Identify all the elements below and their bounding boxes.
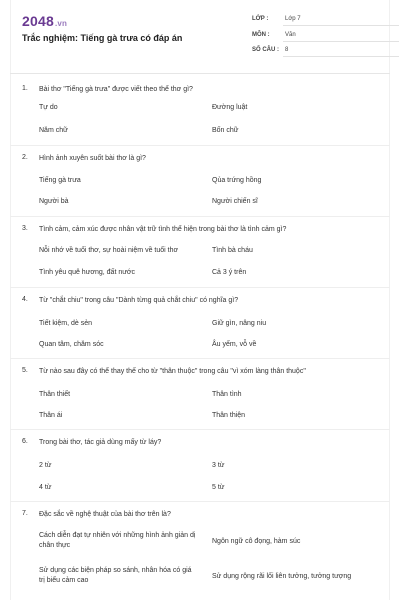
question-text: Từ nào sau đây có thể thay thế cho từ "thân thuộc" trong câu "vì xóm làng thân thuộc" (39, 368, 306, 375)
option-c[interactable]: Thân ái (39, 412, 63, 419)
option-d[interactable]: Bốn chữ (212, 127, 239, 134)
option-b[interactable]: Đường luật (212, 104, 248, 111)
option-b[interactable]: Tình bà cháu (212, 247, 253, 254)
page-header (0, 0, 400, 70)
option-d[interactable]: Âu yếm, vỗ về (212, 341, 257, 348)
question-text: Hình ảnh xuyên suốt bài thơ là gì? (39, 155, 146, 162)
option-b[interactable]: Qủa trứng hồng (212, 177, 262, 184)
option-c[interactable]: Người bà (39, 198, 69, 205)
option-b[interactable]: 3 từ (212, 462, 225, 469)
question-number: 5. (22, 367, 28, 374)
option-a[interactable]: Nỗi nhớ về tuổi thơ, sự hoài niệm về tuổi thơ (39, 247, 179, 254)
question-text: Bài thơ "Tiếng gà trưa" được viết theo thể thơ gì? (39, 86, 193, 93)
option-c[interactable]: Sử dụng các biện pháp so sánh, nhân hóa có giá trị biểu cảm cao (39, 567, 192, 584)
question-number: 2. (22, 154, 28, 161)
option-d[interactable]: Sử dụng rộng rãi lối liên tưởng, tưởng tượng (212, 573, 352, 580)
question-separator (10, 358, 390, 359)
question-separator (10, 145, 390, 146)
page-border-right (389, 0, 390, 600)
option-a[interactable]: Thân thiết (39, 391, 71, 398)
question-text: Từ "chắt chiu" trong câu "Dành từng quả chắt chiu" có nghĩa gì? (39, 297, 239, 304)
page-border-left (10, 0, 11, 600)
meta-label: LỚP : (252, 16, 269, 22)
option-a[interactable]: 2 từ (39, 462, 52, 469)
option-c[interactable]: Năm chữ (39, 127, 68, 134)
meta-line (283, 56, 399, 57)
meta-value: Văn (285, 32, 296, 38)
option-c[interactable]: 4 từ (39, 484, 52, 491)
meta-value: Lớp 7 (285, 16, 301, 22)
question-text: Đặc sắc về nghệ thuật của bài thơ trên là? (39, 511, 171, 518)
option-a[interactable]: Cách diễn đạt tự nhiên với những hình ảnh giản dị chân thực (39, 532, 196, 549)
question-separator (10, 501, 390, 502)
option-d[interactable]: 5 từ (212, 484, 225, 491)
meta-label: MÔN : (252, 32, 270, 38)
question-text: Tình cảm, cảm xúc được nhân vật trữ tình thể hiện trong bài thơ là tình cảm gì? (39, 226, 287, 233)
question-number: 3. (22, 225, 28, 232)
option-d[interactable]: Cả 3 ý trên (212, 269, 247, 276)
meta-line (283, 25, 399, 26)
option-d[interactable]: Thân thiện (212, 412, 246, 419)
meta-label: SỐ CÂU : (252, 47, 279, 53)
logo-tld: .vn (54, 19, 68, 28)
site-logo[interactable] (22, 13, 67, 29)
option-b[interactable]: Ngôn ngữ cô đọng, hàm súc (212, 538, 301, 545)
question-separator (10, 216, 390, 217)
option-c[interactable]: Quan tâm, chăm sóc (39, 341, 104, 348)
meta-value: 8 (285, 47, 289, 53)
logo-text: 2048 (22, 13, 54, 29)
question-text: Trong bài thơ, tác giả dùng mấy từ láy? (39, 439, 162, 446)
option-a[interactable]: Tự do (39, 104, 58, 111)
question-number: 7. (22, 510, 28, 517)
question-number: 1. (22, 85, 28, 92)
option-c[interactable]: Tình yêu quê hương, đất nước (39, 269, 135, 276)
question-number: 6. (22, 438, 28, 445)
page-title: Trắc nghiệm: Tiếng gà trưa có đáp án (22, 33, 183, 43)
question-separator (10, 429, 390, 430)
option-b[interactable]: Thân tình (212, 391, 242, 398)
header-divider (10, 73, 390, 74)
meta-line (283, 41, 399, 42)
option-a[interactable]: Tiếng gà trưa (39, 177, 81, 184)
option-a[interactable]: Tiết kiệm, dè sẻn (39, 320, 93, 327)
question-separator (10, 287, 390, 288)
question-number: 4. (22, 296, 28, 303)
option-b[interactable]: Giữ gìn, nâng niu (212, 320, 267, 327)
option-d[interactable]: Người chiến sĩ (212, 198, 258, 205)
